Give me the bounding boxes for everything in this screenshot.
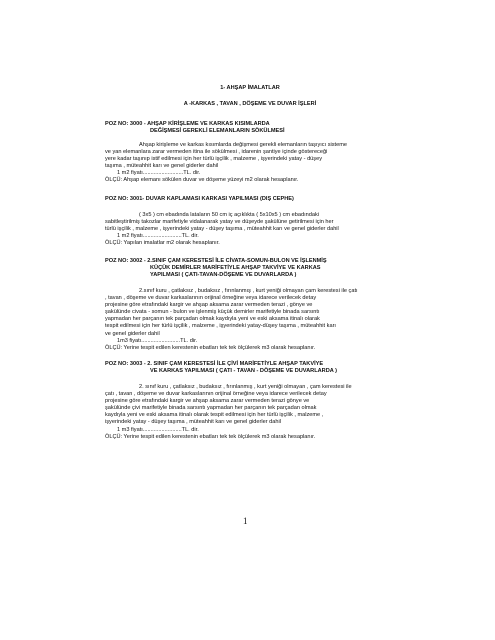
poz-3001-measure: ÖLÇÜ: Yapılan imalatlar m2 olarak hesaplanır. (105, 240, 220, 247)
poz-3003-line: işyerindeki yatay - düşey taşıma , müteahhit karı ve genel giderler dahil (105, 419, 281, 426)
poz-3002-line: tespit edilmesi için her türlü işçilik , malzeme , işyerindeki yatay-düşey taşıma , müteahhit karı (105, 323, 336, 330)
poz-3002-title-2: KÜÇÜK DEMİRLER MARİFETİYLE AHŞAP TAKVİYE VE KARKAS (150, 265, 321, 271)
poz-3003-measure: ÖLÇÜ: Yerine tespit edilen kerestenin ebatları tek tek ölçülerek m3 olarak hesaplanır. (105, 433, 316, 440)
poz-3003-line: şakülünde çivi marifetiyle binada sarsıntı yapmadan her parçanın tek parçadan olmak (105, 405, 317, 412)
poz-3002-body (105, 288, 395, 352)
poz-3000-title-1: POZ NO: 3000 - AHŞAP KİRİŞLEME VE KARKAS KISIMLARDA (105, 121, 270, 127)
poz-3001-line: sabitleştirilmiş takozlar marifetiyle vidalanarak yatay ve düşeyde şakülüne getirilmesi için her (105, 219, 334, 226)
poz-3000-title-2: DEĞİŞMESİ GEREKLİ ELEMANLARIN SÖKÜLMESİ (150, 128, 285, 134)
poz-3002-measure: ÖLÇÜ: Yerine tespit edilen kerestenin ebatları tek tek ölçülerek m3 olarak hesaplanır. (105, 344, 316, 351)
heading-ahsap-imalatlar: 1- AHŞAP İMALATLAR (220, 85, 280, 91)
poz-3002-line: yapmadan her parçanın tek parçadan olmak kaydıyla yeni ve eski aksama itinalı olarak (105, 316, 320, 323)
poz-3000-line: taşıma , müteahhit karı ve genel giderler dahil (105, 163, 219, 170)
poz-3003-line: çatı , tavan , döşeme ve duvar karkaslarının orijinal örneğine veya idarece verilecek detay (105, 391, 327, 398)
poz-3001-title: POZ NO: 3001- DUVAR KAPLAMASI KARKASI YAPILMASI (DIŞ CEPHE) (105, 196, 294, 202)
poz-3002-line: projesine göre etrafındaki kargir ve ahşap aksama zarar vermeden terazi , gönye ve (105, 302, 313, 309)
poz-3002-price: 1m3 fiyatı.........................TL. dir. (117, 337, 198, 344)
poz-3002-line: , tavan , döşeme ve duvar karkaslarının orijinal örneğine veya idarece verilecek detay (105, 295, 317, 302)
poz-3000-line: Ahşap kirişleme ve karkas kısımlarda değişmesi gerekli elemanların taşıyıcı sisteme (139, 142, 347, 148)
poz-3003-body (105, 384, 395, 441)
poz-3002-line: ve genel giderler dahil (105, 330, 160, 337)
poz-3001-line: ( 3x5 ) cm ebadında lataların 50 cm iç açıklıkta ( 5x10x5 ) cm ebadındaki (139, 212, 320, 218)
poz-3002-line: 2.sınıf kuru , çatlaksız , budaksız , fırınlanmış , kurt yeniği olmayan çam kerestesi ile çatı (139, 288, 358, 294)
heading-karkas-tavan: A -KARKAS , TAVAN , DÖŞEME VE DUVAR İŞLERİ (183, 101, 317, 107)
poz-3002-title-1: POZ NO: 3002 - 2.SINIF ÇAM KERESTESİ İLE CİVATA-SOMUN-BULON VE İŞLENMİŞ (105, 258, 327, 264)
poz-3000-line: yere kadar taşınıp istif edilmesi için her türlü işçilik , malzeme , işyerindeki yatay - düşey (105, 156, 322, 163)
poz-3001-body (105, 212, 395, 247)
poz-3003-line: projesine göre etrafındaki kargir ve ahşap aksama zarar vermeden terazi gönye ve (105, 398, 310, 405)
poz-3000-body (105, 142, 395, 185)
poz-3001-line: türlü işçilik , malzeme , işyerindeki yatay - düşey taşıma , müteahhit karı ve genel giderler dahil (105, 226, 339, 233)
poz-3000-line: ve yan elemanlara zarar vermeden itina ile sökülmesi , idarenin şantiye içinde göstereceği (105, 149, 328, 156)
poz-3000-measure: ÖLÇÜ: Ahşap elemanı sökülen duvar ve döşeme yüzeyi m2 olarak hesaplanır. (105, 177, 299, 184)
poz-3002-line: şakülünde civata - somun - bulon ve işlenmiş küçük demirler marifetiyle binada sarsıntı (105, 309, 320, 316)
page-number: 1 (243, 516, 248, 526)
poz-3002-title-3: YAPILMASI ( ÇATI-TAVAN-DÖŞEME VE DUVARLARDA ) (150, 272, 297, 278)
poz-3000-price: 1 m2 fiyatı..........................TL. dir. (117, 170, 201, 177)
poz-3003-title-1: POZ NO: 3003 - 2. SINIF ÇAM KERESTESİ İLE ÇİVİ MARİFETİYLE AHŞAP TAKVİYE (105, 361, 324, 367)
poz-3003-price: 1 m3 fiyatı.........................TL. dir. (117, 426, 199, 433)
poz-3003-line: kaydıyla yeni ve eski aksama itinalı olarak tespit edilmesi için her türlü işçilik , malzeme , (105, 412, 324, 419)
poz-3003-line: 2. sınıf kuru , çatlaksız , budaksız , fırınlanmış , kurt yeniği olmayan , çam kerestesi ile (139, 384, 352, 390)
poz-3001-price: 1 m2 fiyatı.........................TL. dir. (117, 233, 199, 240)
poz-3003-title-2: VE KARKAS YAPILMASI ( ÇATI - TAVAN - DÖŞEME VE DUVARLARDA ) (150, 368, 337, 374)
